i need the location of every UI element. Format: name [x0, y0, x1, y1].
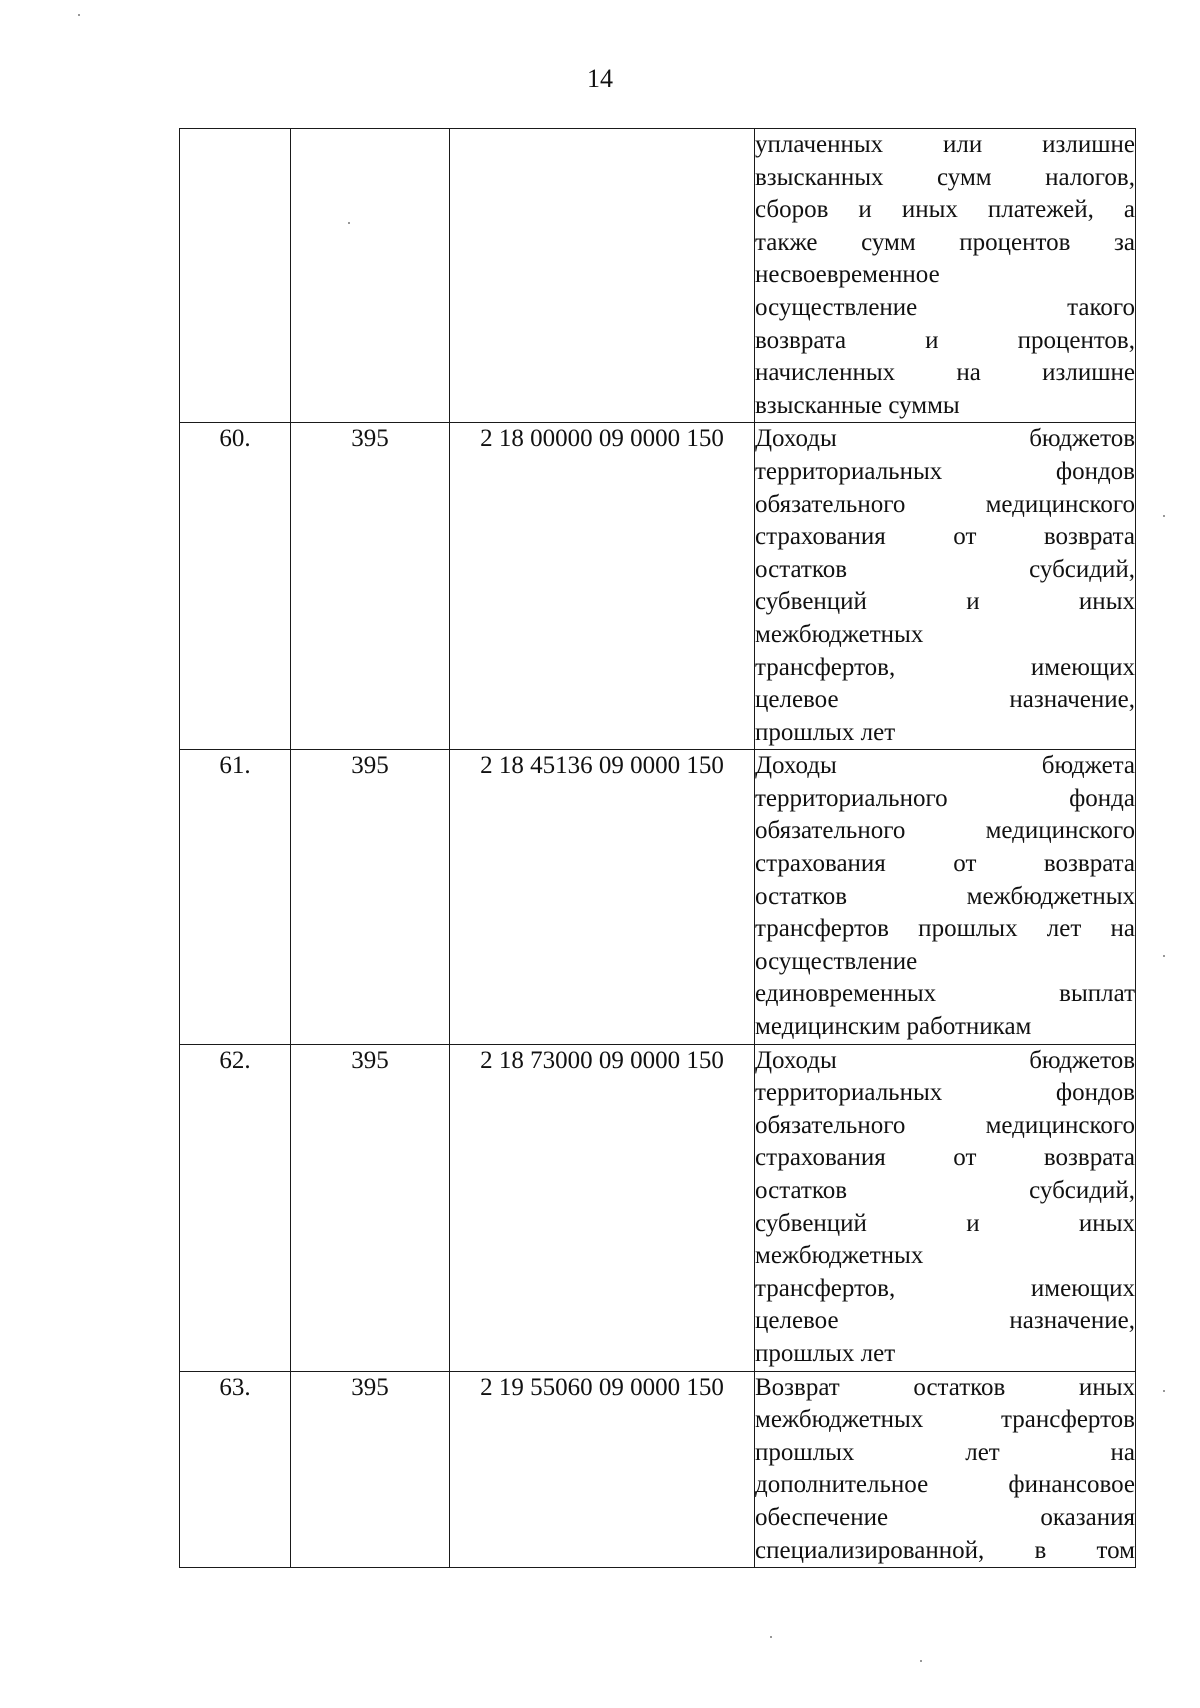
description-line: дополнительное финансовое [755, 1471, 1135, 1499]
admin-code-cell: 395 [291, 1044, 450, 1371]
description-line: взысканные суммы [755, 391, 960, 419]
scan-speck [348, 222, 350, 224]
description-cell [755, 750, 1136, 1044]
description-cell [755, 1044, 1136, 1371]
description-line: прошлых лет на [755, 1438, 1135, 1466]
description-line: страхования от возврата [755, 523, 1135, 551]
description-line: территориального фонда [755, 784, 1135, 812]
revenue-code-cell: 2 18 73000 09 0000 150 [450, 1044, 755, 1371]
description-line: территориальных фондов [755, 457, 1135, 485]
scan-speck [1163, 955, 1165, 957]
description-line: начисленных на излишне [755, 359, 1135, 387]
description-line: остатков субсидий, [755, 555, 1135, 583]
description-line: трансфертов прошлых лет на [755, 915, 1135, 943]
row-number-cell [180, 129, 291, 423]
table-body [180, 129, 1136, 1568]
description-line: межбюджетных [755, 1242, 924, 1270]
description-line: также сумм процентов за [755, 228, 1135, 256]
revenue-code-cell [450, 129, 755, 423]
description-line: Доходы бюджета [755, 752, 1135, 780]
table-row [180, 129, 1136, 423]
description-line: Возврат остатков иных [755, 1373, 1135, 1401]
description-line: специализированной, в том [755, 1536, 1135, 1564]
admin-code-cell: 395 [291, 423, 450, 750]
description-line: обязательного медицинского [755, 1111, 1135, 1139]
description-line: страхования от возврата [755, 850, 1135, 878]
description-line: субвенций и иных [755, 588, 1135, 616]
description-line: возврата и процентов, [755, 326, 1135, 354]
description-line: обеспечение оказания [755, 1503, 1135, 1531]
description-line: целевое назначение, [755, 1307, 1135, 1335]
scan-speck [78, 14, 80, 16]
description-cell [755, 129, 1136, 423]
row-number-cell: 61. [180, 750, 291, 1044]
row-number-cell: 62. [180, 1044, 291, 1371]
description-line: остатков межбюджетных [755, 882, 1135, 910]
description-line: осуществление такого [755, 293, 1135, 321]
scan-speck [1163, 1390, 1165, 1392]
description-line: взысканных сумм налогов, [755, 163, 1135, 191]
description-line: Доходы бюджетов [755, 425, 1135, 453]
description-line: остатков субсидий, [755, 1177, 1135, 1204]
description-cell [755, 423, 1136, 750]
admin-code-cell [291, 129, 450, 423]
admin-code-cell: 395 [291, 1371, 450, 1568]
revenue-codes-table [179, 128, 1136, 1568]
table-row [180, 423, 1136, 750]
description-line: межбюджетных трансфертов [755, 1406, 1135, 1434]
scan-speck [1163, 515, 1165, 517]
description-line: несвоевременное [755, 261, 940, 289]
table-row [180, 1044, 1136, 1371]
description-line: медицинским работникам [755, 1013, 1032, 1041]
row-number-cell: 60. [180, 423, 291, 750]
revenue-code-cell: 2 18 00000 09 0000 150 [450, 423, 755, 750]
description-line: уплаченных или излишне [755, 131, 1135, 158]
description-cell [755, 1371, 1136, 1568]
description-line: прошлых лет [755, 1339, 896, 1367]
description-line: сборов и иных платежей, а [755, 196, 1135, 224]
description-line: межбюджетных [755, 620, 924, 648]
page-number: 14 [587, 64, 613, 93]
row-number-cell: 63. [180, 1371, 291, 1568]
description-line: обязательного медицинского [755, 817, 1135, 845]
scan-speck [920, 1660, 922, 1662]
revenue-code-cell: 2 18 45136 09 0000 150 [450, 750, 755, 1044]
description-line: трансфертов, имеющих [755, 653, 1135, 681]
description-line: обязательного медицинского [755, 490, 1135, 518]
table-row [180, 1371, 1136, 1568]
description-line: единовременных выплат [755, 980, 1135, 1008]
description-line: территориальных фондов [755, 1079, 1135, 1107]
description-line: прошлых лет [755, 718, 896, 746]
scan-speck [770, 1636, 772, 1638]
revenue-code-cell: 2 19 55060 09 0000 150 [450, 1371, 755, 1568]
description-line: субвенций и иных [755, 1209, 1135, 1237]
description-line: осуществление [755, 947, 918, 975]
description-line: Доходы бюджетов [755, 1046, 1135, 1074]
description-line: трансфертов, имеющих [755, 1274, 1135, 1302]
admin-code-cell: 395 [291, 750, 450, 1044]
description-line: целевое назначение, [755, 686, 1135, 714]
table-row [180, 750, 1136, 1044]
description-line: страхования от возврата [755, 1144, 1135, 1172]
